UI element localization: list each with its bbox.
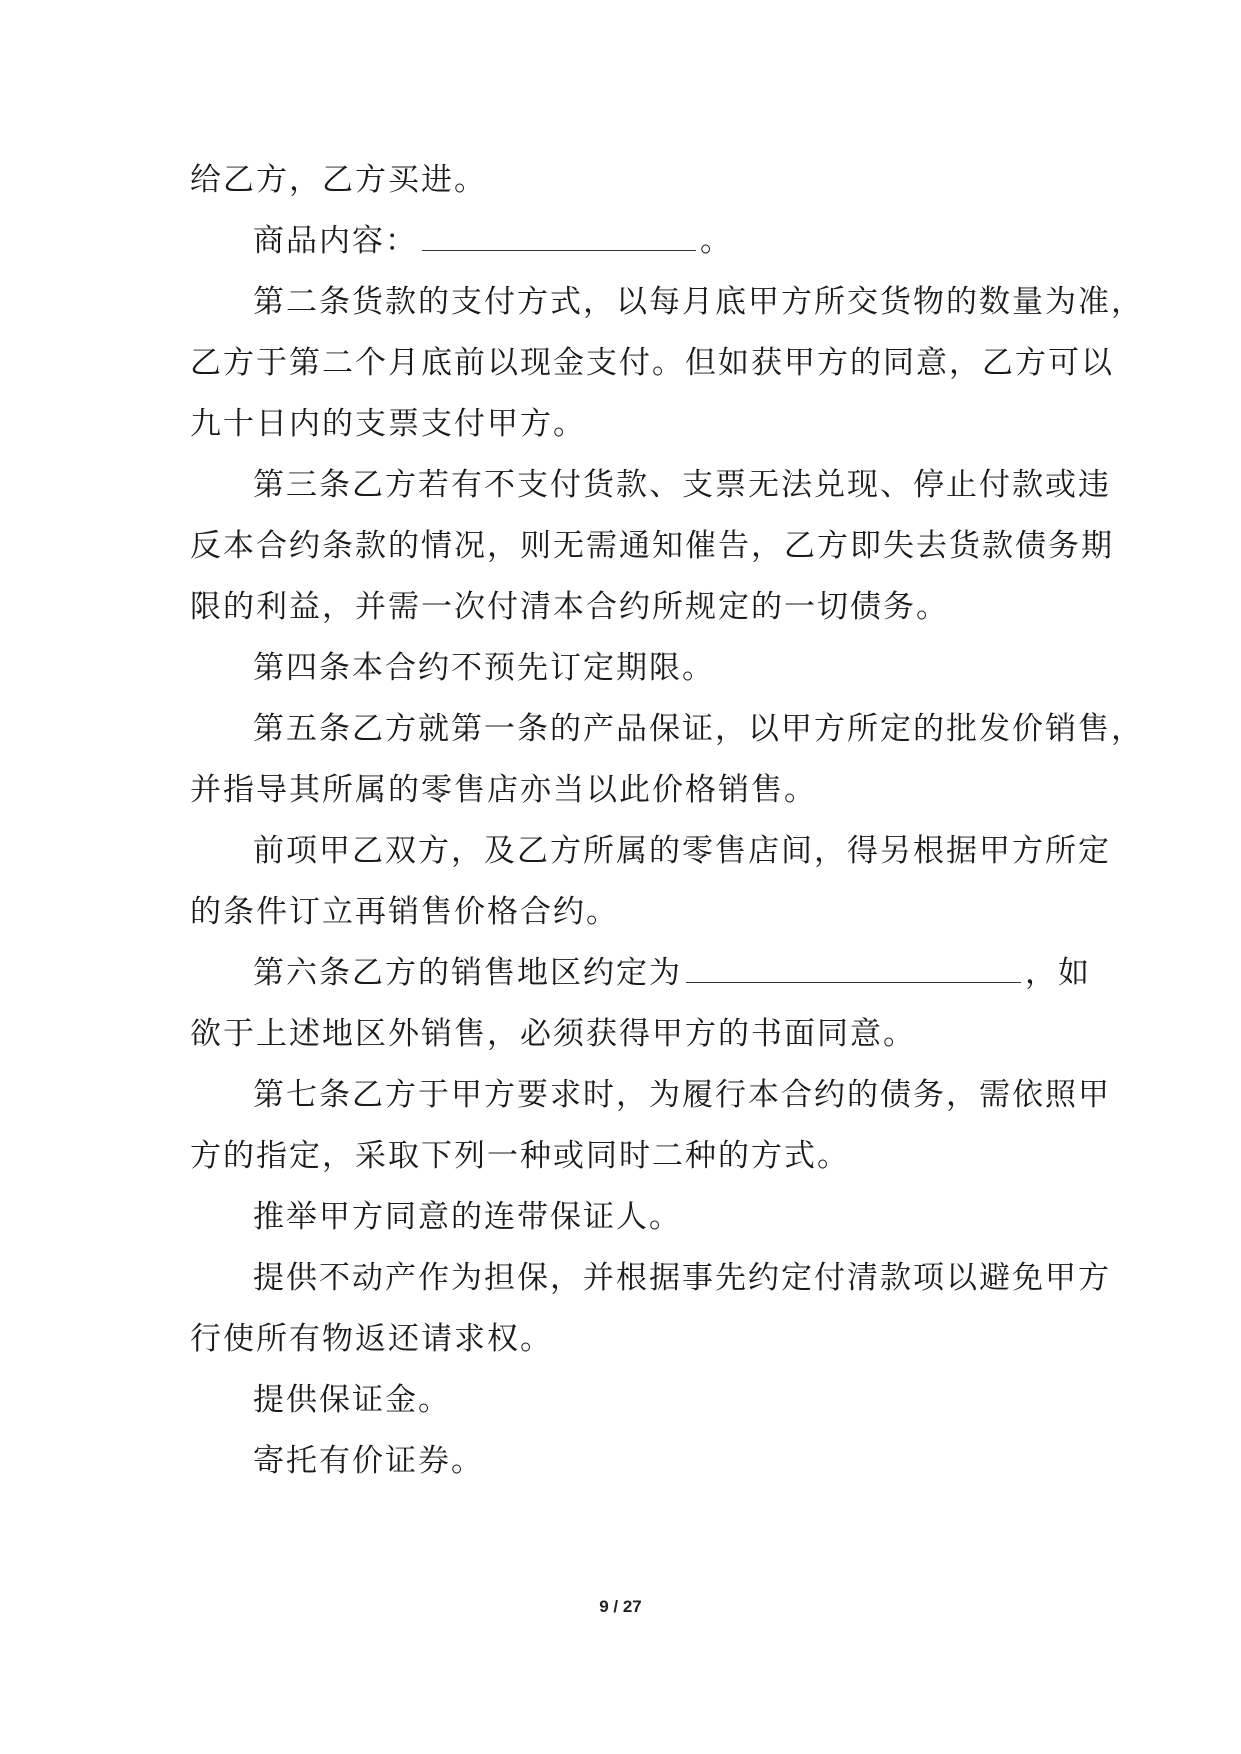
paragraph-line: 并指导其所属的零售店亦当以此价格销售。 bbox=[190, 772, 817, 808]
option-guarantor-line: 推举甲方同意的连带保证人。 bbox=[253, 1199, 682, 1235]
document-body bbox=[190, 150, 1144, 1492]
product-content-line bbox=[190, 211, 1090, 272]
sales-region-label: 第六条乙方的销售地区约定为 bbox=[253, 955, 682, 991]
paragraph-line: 反本合约条款的情况，则无需通知催告，乙方即失去货款债务期 bbox=[190, 528, 1114, 564]
article-6-line bbox=[190, 943, 1090, 1004]
article-2-line: 第二条货款的支付方式，以每月底甲方所交货物的数量为准， bbox=[253, 284, 1144, 320]
article-7-line: 第七条乙方于甲方要求时，为履行本合约的债务，需依照甲 bbox=[253, 1077, 1111, 1113]
paragraph-line: 欲于上述地区外销售，必须获得甲方的书面同意。 bbox=[190, 1016, 916, 1052]
article-5-line: 第五条乙方就第一条的产品保证，以甲方所定的批发价销售， bbox=[253, 711, 1144, 747]
sales-region-blank bbox=[686, 946, 1021, 983]
article-3-line: 第三条乙方若有不支付货款、支票无法兑现、停止付款或违 bbox=[253, 467, 1111, 503]
sales-region-end: ，如 bbox=[1025, 955, 1091, 991]
paragraph-line: 方的指定，采取下列一种或同时二种的方式。 bbox=[190, 1138, 850, 1174]
paragraph-line: 行使所有物返还请求权。 bbox=[190, 1321, 553, 1357]
option-securities-line: 寄托有价证券。 bbox=[253, 1443, 484, 1479]
paragraph-line: 前项甲乙双方，及乙方所属的零售店间，得另根据甲方所定 bbox=[253, 833, 1111, 869]
article-4-line: 第四条本合约不预先订定期限。 bbox=[253, 650, 715, 686]
option-deposit-line: 提供保证金。 bbox=[253, 1382, 451, 1418]
page-number: 9 / 27 bbox=[599, 1597, 642, 1616]
paragraph-line: 给乙方，乙方买进。 bbox=[190, 162, 487, 198]
paragraph-line: 限的利益，并需一次付清本合约所规定的一切债务。 bbox=[190, 589, 949, 625]
paragraph-line: 乙方于第二个月底前以现金支付。但如获甲方的同意，乙方可以 bbox=[190, 345, 1114, 381]
paragraph-line: 的条件订立再销售价格合约。 bbox=[190, 894, 619, 930]
product-content-label: 商品内容： bbox=[253, 223, 418, 259]
paragraph-line: 九十日内的支票支付甲方。 bbox=[190, 406, 586, 442]
product-content-end: 。 bbox=[700, 223, 733, 259]
option-real-estate-line: 提供不动产作为担保，并根据事先约定付清款项以避免甲方 bbox=[253, 1260, 1111, 1296]
product-content-blank bbox=[422, 214, 696, 251]
